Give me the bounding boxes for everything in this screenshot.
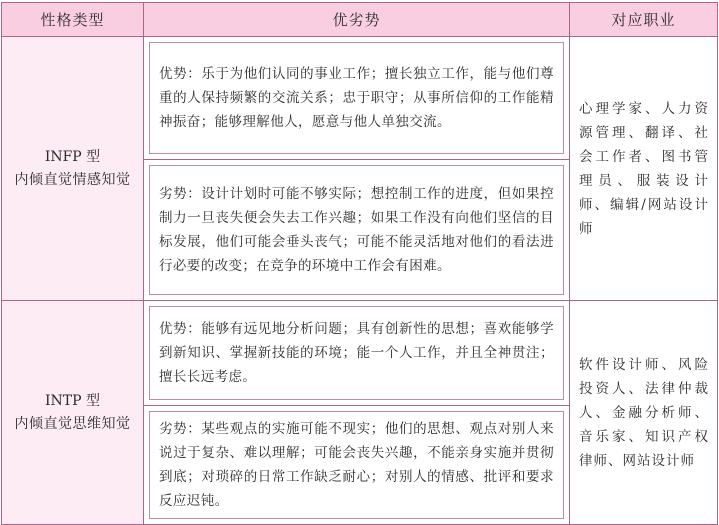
disadvantage-text: 劣势：某些观点的实施可能不现实；他们的思想、观点对别人来说过于复杂、难以理解；可能会丧失兴趣，不能亲身实施并贯彻到底；对琐碎的日常工作缺乏耐心；对别人的情感、批评和要求反应迟钝。 bbox=[149, 411, 564, 519]
header-pros-cons: 优劣势 bbox=[144, 3, 570, 37]
advantage-text: 优势：乐于为他们认同的事业工作；擅长独立工作，能与他们尊重的人保持频繁的交流关系；忠于职守；从事所信仰的工作能精神振奋；能够理解他人，愿意与他人单独交流。 bbox=[149, 42, 564, 154]
type-code: INTP 型 bbox=[45, 392, 100, 409]
personality-career-table bbox=[1, 2, 718, 525]
intp-advantage-cell bbox=[144, 301, 570, 406]
infp-advantage-row bbox=[2, 37, 718, 160]
header-row bbox=[2, 3, 718, 37]
infp-careers-cell bbox=[570, 37, 718, 301]
infp-advantage-cell bbox=[144, 37, 570, 160]
intp-disadvantage-cell bbox=[144, 406, 570, 525]
intp-type-cell bbox=[2, 301, 144, 525]
infp-type-cell bbox=[2, 37, 144, 301]
infp-disadvantage-cell bbox=[144, 160, 570, 301]
disadvantage-text: 劣势：设计计划时可能不够实际；想控制工作的进度，但如果控制力一旦丧失便会失去工作兴趣；如果工作没有向他们坚信的目标发展，他们可能会垂头丧气；可能不能灵活地对他们的看法进行必要的改变；在竞争的环境中工作会有困难。 bbox=[149, 165, 564, 295]
advantage-text: 优势：能够有远见地分析问题；具有创新性的思想；喜欢能够学到新知识、掌握新技能的环境；能一个人工作，并且全神贯注；擅长长远考虑。 bbox=[149, 306, 564, 400]
type-name: 内倾直觉情感知觉 bbox=[14, 171, 131, 188]
type-name: 内倾直觉思维知觉 bbox=[14, 415, 131, 432]
header-careers: 对应职业 bbox=[570, 3, 718, 37]
careers-text: 心理学家、人力资源管理、翻译、社会工作者、图书管理员、服装设计师、编辑/网站设计师 bbox=[579, 100, 709, 237]
header-type: 性格类型 bbox=[2, 3, 144, 37]
intp-advantage-row bbox=[2, 301, 718, 406]
intp-careers-cell bbox=[570, 301, 718, 525]
type-code: INFP 型 bbox=[44, 148, 101, 165]
careers-text: 软件设计师、风险投资人、法律仲裁人、金融分析师、音乐家、知识产权律师、网站设计师 bbox=[579, 356, 709, 469]
